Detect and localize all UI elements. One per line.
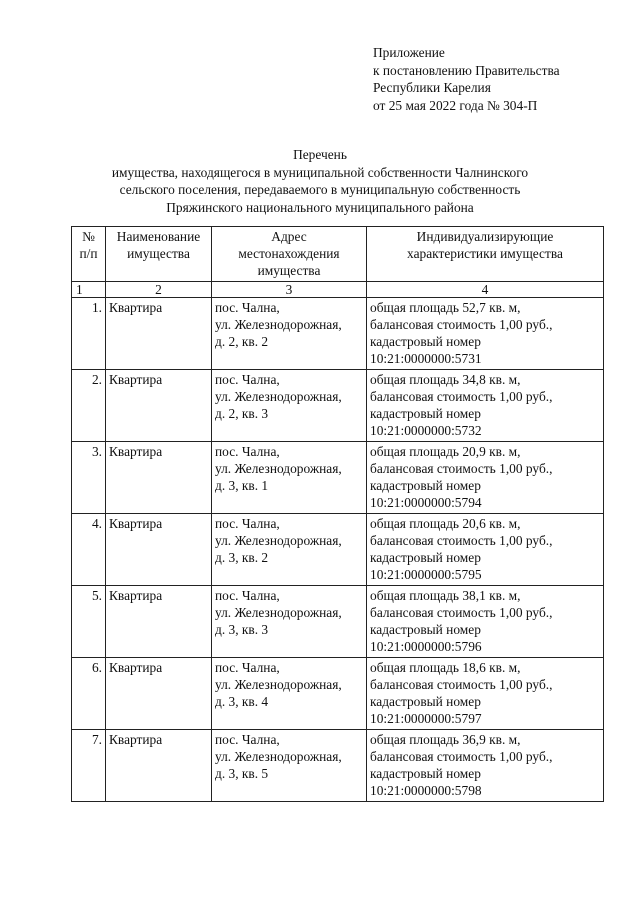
characteristic-line: общая площадь 18,6 кв. м, xyxy=(370,660,521,675)
property-address xyxy=(212,658,367,730)
characteristic-line: общая площадь 20,6 кв. м, xyxy=(370,516,521,531)
property-characteristics xyxy=(367,730,604,802)
header-line: Адрес xyxy=(271,229,307,244)
address-line: д. 3, кв. 1 xyxy=(215,478,269,493)
characteristic-line: кадастровый номер xyxy=(370,406,481,421)
address-line: пос. Чална, xyxy=(215,300,280,315)
characteristic-line: кадастровый номер xyxy=(370,622,481,637)
header-characteristics xyxy=(367,227,604,282)
characteristic-line: общая площадь 36,9 кв. м, xyxy=(370,732,521,747)
property-name: Квартира xyxy=(106,370,212,442)
table-header-row xyxy=(72,227,604,282)
table-row xyxy=(72,586,604,658)
title-line: Пряжинского национального муниципального района xyxy=(166,199,474,215)
row-number: 2. xyxy=(72,370,106,442)
property-address xyxy=(212,586,367,658)
address-line: ул. Железнодорожная, xyxy=(215,677,342,692)
characteristic-line: балансовая стоимость 1,00 руб., xyxy=(370,605,553,620)
address-line: д. 3, кв. 5 xyxy=(215,766,269,781)
property-name: Квартира xyxy=(106,586,212,658)
table-row xyxy=(72,514,604,586)
address-line: д. 3, кв. 2 xyxy=(215,550,269,565)
row-number: 6. xyxy=(72,658,106,730)
annex-line: к постановлению Правительства xyxy=(373,62,560,78)
address-line: ул. Железнодорожная, xyxy=(215,389,342,404)
characteristic-line: балансовая стоимость 1,00 руб., xyxy=(370,533,553,548)
table-body xyxy=(72,298,604,802)
characteristic-line: балансовая стоимость 1,00 руб., xyxy=(370,461,553,476)
characteristic-line: балансовая стоимость 1,00 руб., xyxy=(370,389,553,404)
table-row xyxy=(72,370,604,442)
characteristic-line: общая площадь 38,1 кв. м, xyxy=(370,588,521,603)
characteristic-line: 10:21:0000000:5731 xyxy=(370,351,482,366)
address-line: ул. Железнодорожная, xyxy=(215,605,342,620)
property-characteristics xyxy=(367,514,604,586)
characteristic-line: общая площадь 34,8 кв. м, xyxy=(370,372,521,387)
address-line: пос. Чална, xyxy=(215,444,280,459)
property-characteristics xyxy=(367,442,604,514)
address-line: д. 3, кв. 3 xyxy=(215,622,269,637)
property-address xyxy=(212,298,367,370)
header-num xyxy=(72,227,106,282)
row-number: 4. xyxy=(72,514,106,586)
column-index: 1 xyxy=(72,282,106,298)
address-line: пос. Чална, xyxy=(215,588,280,603)
property-name: Квартира xyxy=(106,298,212,370)
address-line: ул. Железнодорожная, xyxy=(215,461,342,476)
row-number: 7. xyxy=(72,730,106,802)
column-index: 4 xyxy=(367,282,604,298)
table-row xyxy=(72,298,604,370)
column-index: 2 xyxy=(106,282,212,298)
header-address xyxy=(212,227,367,282)
header-line: № xyxy=(82,229,95,244)
property-address xyxy=(212,442,367,514)
document-title xyxy=(60,146,580,216)
header-line: местонахождения xyxy=(238,246,340,261)
characteristic-line: балансовая стоимость 1,00 руб., xyxy=(370,677,553,692)
header-line: имущества xyxy=(127,246,190,261)
title-line: Перечень xyxy=(293,147,347,162)
table-row xyxy=(72,658,604,730)
address-line: д. 2, кв. 3 xyxy=(215,406,269,421)
address-line: пос. Чална, xyxy=(215,516,280,531)
header-name xyxy=(106,227,212,282)
header-line: имущества xyxy=(257,263,321,278)
property-address xyxy=(212,370,367,442)
column-index: 3 xyxy=(212,282,367,298)
characteristic-line: 10:21:0000000:5732 xyxy=(370,423,482,438)
property-name: Квартира xyxy=(106,658,212,730)
title-line: имущества, находящегося в муниципальной собственности Чалнинского xyxy=(111,164,529,180)
column-index-row xyxy=(72,282,604,298)
title-line: сельского поселения, передаваемого в муниципальную собственность xyxy=(119,182,521,197)
address-line: ул. Железнодорожная, xyxy=(215,317,342,332)
characteristic-line: 10:21:0000000:5796 xyxy=(370,639,482,654)
property-characteristics xyxy=(367,370,604,442)
property-address xyxy=(212,514,367,586)
characteristic-line: кадастровый номер xyxy=(370,766,481,781)
characteristic-line: балансовая стоимость 1,00 руб., xyxy=(370,317,553,332)
characteristic-line: общая площадь 20,9 кв. м, xyxy=(370,444,521,459)
property-address xyxy=(212,730,367,802)
property-characteristics xyxy=(367,658,604,730)
characteristic-line: кадастровый номер xyxy=(370,550,481,565)
annex-line: от 25 мая 2022 года № 304-П xyxy=(373,97,538,113)
characteristic-line: кадастровый номер xyxy=(370,478,481,493)
property-characteristics xyxy=(367,586,604,658)
table-row xyxy=(72,730,604,802)
characteristic-line: 10:21:0000000:5794 xyxy=(370,495,482,510)
address-line: д. 3, кв. 4 xyxy=(215,694,269,709)
characteristic-line: 10:21:0000000:5797 xyxy=(370,711,482,726)
header-line: Индивидуализирующие xyxy=(416,229,554,244)
property-characteristics xyxy=(367,298,604,370)
annex-line: Республики Карелия xyxy=(373,80,491,95)
header-line: Наименование xyxy=(116,229,201,244)
characteristic-line: балансовая стоимость 1,00 руб., xyxy=(370,749,553,764)
characteristic-line: общая площадь 52,7 кв. м, xyxy=(370,300,521,315)
address-line: пос. Чална, xyxy=(215,372,280,387)
address-line: ул. Железнодорожная, xyxy=(215,533,342,548)
address-line: пос. Чална, xyxy=(215,660,280,675)
address-line: д. 2, кв. 2 xyxy=(215,334,269,349)
header-line: характеристики имущества xyxy=(407,246,563,261)
address-line: пос. Чална, xyxy=(215,732,280,747)
characteristic-line: кадастровый номер xyxy=(370,334,481,349)
table-row xyxy=(72,442,604,514)
annex-header xyxy=(373,44,623,114)
header-line: п/п xyxy=(79,246,98,261)
characteristic-line: 10:21:0000000:5795 xyxy=(370,567,482,582)
row-number: 5. xyxy=(72,586,106,658)
property-table xyxy=(71,226,604,802)
property-name: Квартира xyxy=(106,514,212,586)
property-name: Квартира xyxy=(106,730,212,802)
characteristic-line: 10:21:0000000:5798 xyxy=(370,783,482,798)
row-number: 1. xyxy=(72,298,106,370)
row-number: 3. xyxy=(72,442,106,514)
property-name: Квартира xyxy=(106,442,212,514)
address-line: ул. Железнодорожная, xyxy=(215,749,342,764)
annex-line: Приложение xyxy=(373,45,445,60)
characteristic-line: кадастровый номер xyxy=(370,694,481,709)
